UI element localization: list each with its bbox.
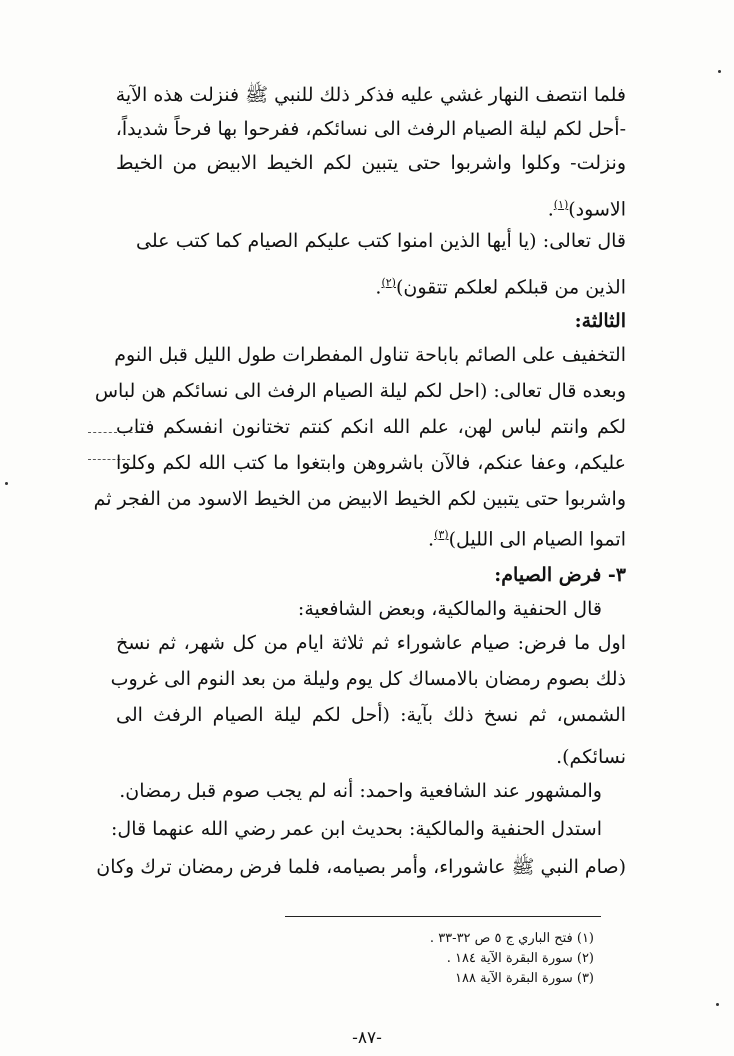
text-line: وبعده قال تعالى: (احل لكم ليلة الصيام الرفث الى نسائكم هن لباس — [94, 380, 626, 402]
text-line: والمشهور عند الشافعية واحمد: أنه لم يجب صوم قبل رمضان. — [119, 780, 602, 802]
text-line: فلما انتصف النهار غشي عليه فذكر ذلك للنبي ﷺ فنزلت هذه الآية — [115, 84, 626, 106]
footnote-ref: (٣) — [434, 528, 449, 541]
section-heading: ٣- فرض الصيام: — [494, 564, 626, 586]
text-line: -أحل لكم ليلة الصيام الرفث الى نسائكم، ففرحوا بها فرحاً شديداً، — [115, 118, 626, 140]
scan-speck — [716, 1003, 719, 1006]
text-line: التخفيف على الصائم باباحة تناول المفطرات طول الليل قبل النوم — [114, 344, 626, 366]
text-line: عليكم، وعفا عنكم، فالآن باشروهن وابتغوا ما كتب الله لكم وكلوا — [116, 452, 626, 474]
footnote: (٢) سورة البقرة الآية ١٨٤ . — [446, 951, 594, 966]
page-number: -٨٧- — [352, 1028, 382, 1048]
text-line: نسائكم). — [556, 746, 626, 768]
scan-speck — [718, 70, 721, 73]
footnote-divider — [285, 916, 601, 917]
text-line: لكم وانتم لباس لهن، علم الله انكم كنتم تختانون انفسكم فتاب — [116, 416, 626, 438]
footnote: (٣) سورة البقرة الآية ١٨٨ — [455, 971, 594, 986]
text-line: قال تعالى: (يا أيها الذين امنوا كتب عليكم الصيام كما كتب على — [136, 230, 626, 252]
text-line: واشربوا حتى يتبين لكم الخيط الابيض من الخيط الاسود من الفجر ثم — [93, 488, 626, 510]
footnote-ref: (١) — [553, 198, 569, 211]
scan-speck — [5, 482, 8, 485]
line-text: الذين من قبلكم لعلكم تتقون) — [395, 276, 626, 299]
section-heading: الثالثة: — [574, 310, 626, 332]
footnote-ref: (٢) — [381, 276, 396, 289]
text-line: ونزلت- وكلوا واشربوا حتى يتبين لكم الخيط الابيض من الخيط — [116, 152, 626, 174]
footnote: (١) فتح الباري ج ٥ ص ٣٢-٣٣ . — [429, 931, 594, 946]
line-text: الاسود) — [568, 198, 626, 221]
text-line: استدل الحنفية والمالكية: بحديث ابن عمر رضي الله عنهما قال: — [111, 818, 602, 840]
text-line: قال الحنفية والمالكية، وبعض الشافعية: — [297, 598, 602, 620]
text-line: الشمس، ثم نسخ ذلك بآية: (أحل لكم ليلة الصيام الرفث الى — [116, 704, 626, 726]
text-line: الاسود)$^{(١)}$. — [547, 198, 626, 221]
text-line: (صام النبي ﷺ عاشوراء، وأمر بصيامه، فلما فرض رمضان ترك وكان — [96, 856, 626, 878]
line-text: اتموا الصيام الى الليل) — [448, 528, 626, 551]
text-line: الذين من قبلكم لعلكم تتقون)$^{(٢)}$. — [375, 276, 626, 299]
text-line: اتموا الصيام الى الليل)$^{(٣)}$. — [428, 528, 626, 551]
text-line: ذلك بصوم رمضان بالامساك كل يوم وليلة من بعد النوم الى غروب — [110, 668, 626, 690]
text-line: اول ما فرض: صيام عاشوراء ثم ثلاثة ايام من كل شهر، ثم نسخ — [116, 632, 626, 654]
